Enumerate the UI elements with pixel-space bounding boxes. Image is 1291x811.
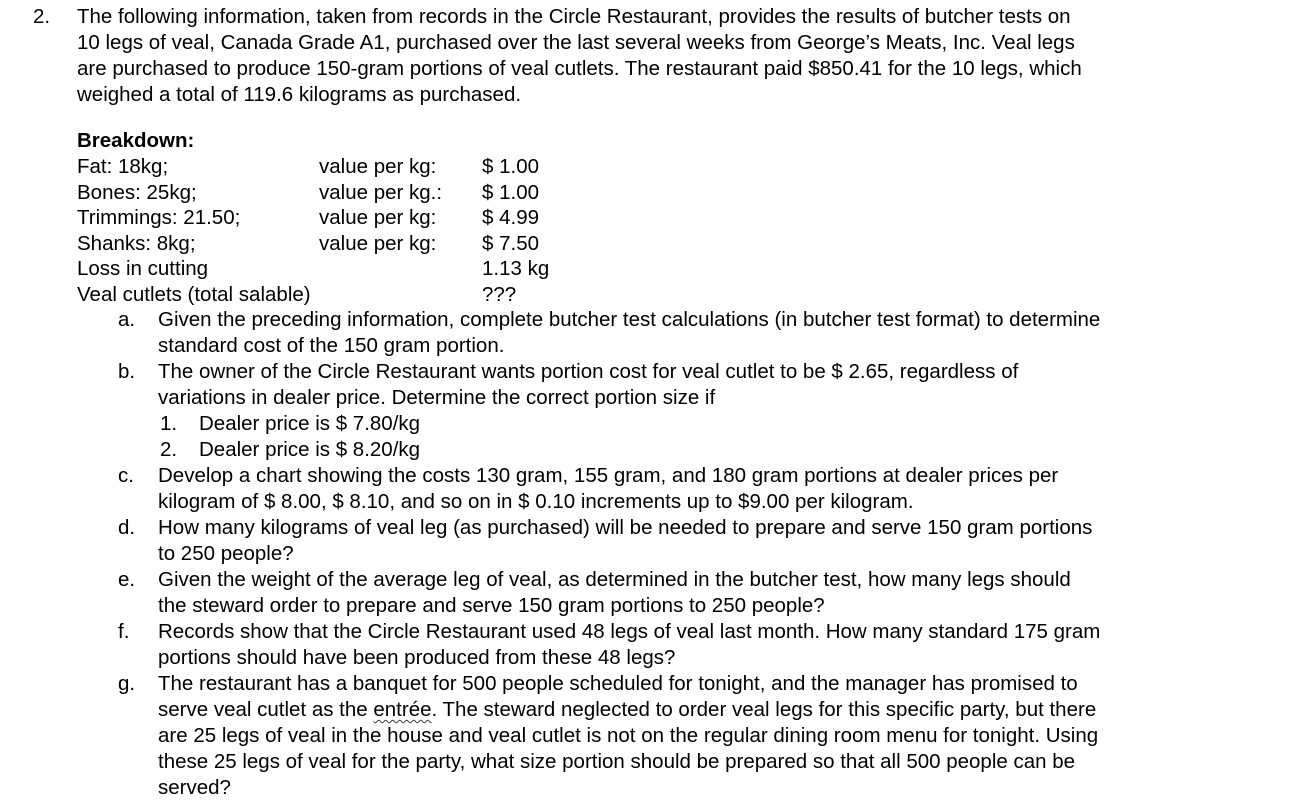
part-letter: b. bbox=[118, 360, 136, 383]
part-letter: g. bbox=[118, 672, 136, 695]
part-b-subitem-1 bbox=[0, 411, 1291, 437]
intro-line: 10 legs of veal, Canada Grade A1, purchased over the last several weeks from George’s Meats, Inc. Veal legs bbox=[77, 31, 1075, 54]
part-line: Develop a chart showing the costs 130 gram, 155 gram, and 180 gram portions at dealer prices per bbox=[158, 464, 1059, 487]
part-letter: c. bbox=[118, 464, 134, 487]
intro-line: are purchased to produce 150-gram portions of veal cutlets. The restaurant paid $850.41 for the 10 legs, which bbox=[77, 57, 1082, 80]
part-letter: d. bbox=[118, 516, 136, 539]
subitem-number: 1. bbox=[160, 412, 178, 435]
breakdown-row-loss bbox=[77, 256, 1251, 282]
breakdown-item: Loss in cutting bbox=[77, 257, 209, 280]
breakdown-label: value per kg: bbox=[319, 155, 437, 178]
document-page bbox=[0, 4, 1291, 801]
breakdown-value: 1.13 kg bbox=[482, 257, 550, 280]
question-parts bbox=[0, 307, 1291, 801]
part-letter: f. bbox=[118, 620, 130, 643]
breakdown-value: $ 1.00 bbox=[482, 180, 539, 204]
breakdown-row-trimmings bbox=[77, 205, 1251, 231]
breakdown-item: Trimmings: 21.50; bbox=[77, 206, 241, 229]
question-intro bbox=[77, 4, 1251, 108]
part-line: kilogram of $ 8.00, $ 8.10, and so on in $ 0.10 increments up to $9.00 per kilogram. bbox=[158, 490, 914, 513]
question-number: 2. bbox=[33, 5, 51, 28]
breakdown-row-fat bbox=[77, 154, 1251, 180]
part-b-subitem-2 bbox=[0, 437, 1291, 463]
part-e bbox=[0, 567, 1291, 619]
breakdown-item: Bones: 25kg; bbox=[77, 180, 197, 204]
breakdown-label: value per kg.: bbox=[319, 180, 443, 204]
breakdown-label: value per kg: bbox=[319, 206, 437, 229]
subitem-text: Dealer price is $ 8.20/kg bbox=[199, 438, 421, 461]
part-g bbox=[0, 671, 1291, 801]
breakdown-value: $ 4.99 bbox=[482, 206, 539, 229]
part-line: are 25 legs of veal in the house and veal cutlet is not on the regular dining room menu for tonight. Using bbox=[158, 724, 1099, 747]
part-line: How many kilograms of veal leg (as purchased) will be needed to prepare and serve 150 gram portions bbox=[158, 516, 1093, 539]
part-c bbox=[0, 463, 1291, 515]
intro-line: The following information, taken from records in the Circle Restaurant, provides the results of butcher tests on bbox=[77, 5, 1071, 28]
breakdown-row-cutlets bbox=[77, 282, 1251, 308]
part-line-segment: serve veal cutlet as the bbox=[158, 698, 374, 721]
part-line: to 250 people? bbox=[158, 542, 294, 565]
part-line: standard cost of the 150 gram portion. bbox=[158, 334, 505, 357]
part-line: Records show that the Circle Restaurant used 48 legs of veal last month. How many standard 175 gram bbox=[158, 620, 1101, 643]
part-line: The owner of the Circle Restaurant wants portion cost for veal cutlet to be $ 2.65, regardless of bbox=[158, 360, 1019, 383]
part-d bbox=[0, 515, 1291, 567]
intro-line: weighed a total of 119.6 kilograms as purchased. bbox=[77, 83, 522, 106]
part-line: Given the weight of the average leg of veal, as determined in the butcher test, how many legs should bbox=[158, 568, 1071, 591]
part-a bbox=[0, 307, 1291, 359]
part-line: Given the preceding information, complete butcher test calculations (in butcher test format) to determine bbox=[158, 308, 1101, 331]
breakdown-row-shanks bbox=[77, 231, 1251, 257]
part-line: portions should have been produced from these 48 legs? bbox=[158, 646, 676, 669]
part-letter: a. bbox=[118, 308, 136, 331]
breakdown-table bbox=[77, 154, 1251, 307]
part-letter: e. bbox=[118, 568, 136, 591]
subitem-number: 2. bbox=[160, 438, 178, 461]
breakdown-label: value per kg: bbox=[319, 231, 437, 255]
breakdown-title: Breakdown: bbox=[77, 129, 195, 152]
part-line-segment: . The steward neglected to order veal legs for this specific party, but there bbox=[431, 698, 1097, 721]
part-b bbox=[0, 359, 1291, 411]
breakdown-row-bones bbox=[77, 180, 1251, 206]
breakdown-value: $ 1.00 bbox=[482, 155, 539, 178]
part-line: served? bbox=[158, 776, 231, 799]
part-line: The restaurant has a banquet for 500 people scheduled for tonight, and the manager has promised to bbox=[158, 672, 1078, 695]
breakdown-item: Veal cutlets (total salable) bbox=[77, 282, 311, 306]
breakdown-item: Fat: 18kg; bbox=[77, 155, 169, 178]
part-line: variations in dealer price. Determine the correct portion size if bbox=[158, 386, 716, 409]
part-f bbox=[0, 619, 1291, 671]
subitem-text: Dealer price is $ 7.80/kg bbox=[199, 412, 421, 435]
breakdown-value: ??? bbox=[482, 282, 517, 306]
part-line: the steward order to prepare and serve 150 gram portions to 250 people? bbox=[158, 594, 825, 617]
part-line: these 25 legs of veal for the party, what size portion should be prepared so that all 500 people can be bbox=[158, 750, 1076, 773]
part-line bbox=[158, 697, 1251, 723]
breakdown-item: Shanks: 8kg; bbox=[77, 231, 196, 255]
spellcheck-word: entrée bbox=[373, 698, 432, 721]
breakdown-value: $ 7.50 bbox=[482, 231, 539, 255]
question-2 bbox=[0, 4, 1291, 307]
